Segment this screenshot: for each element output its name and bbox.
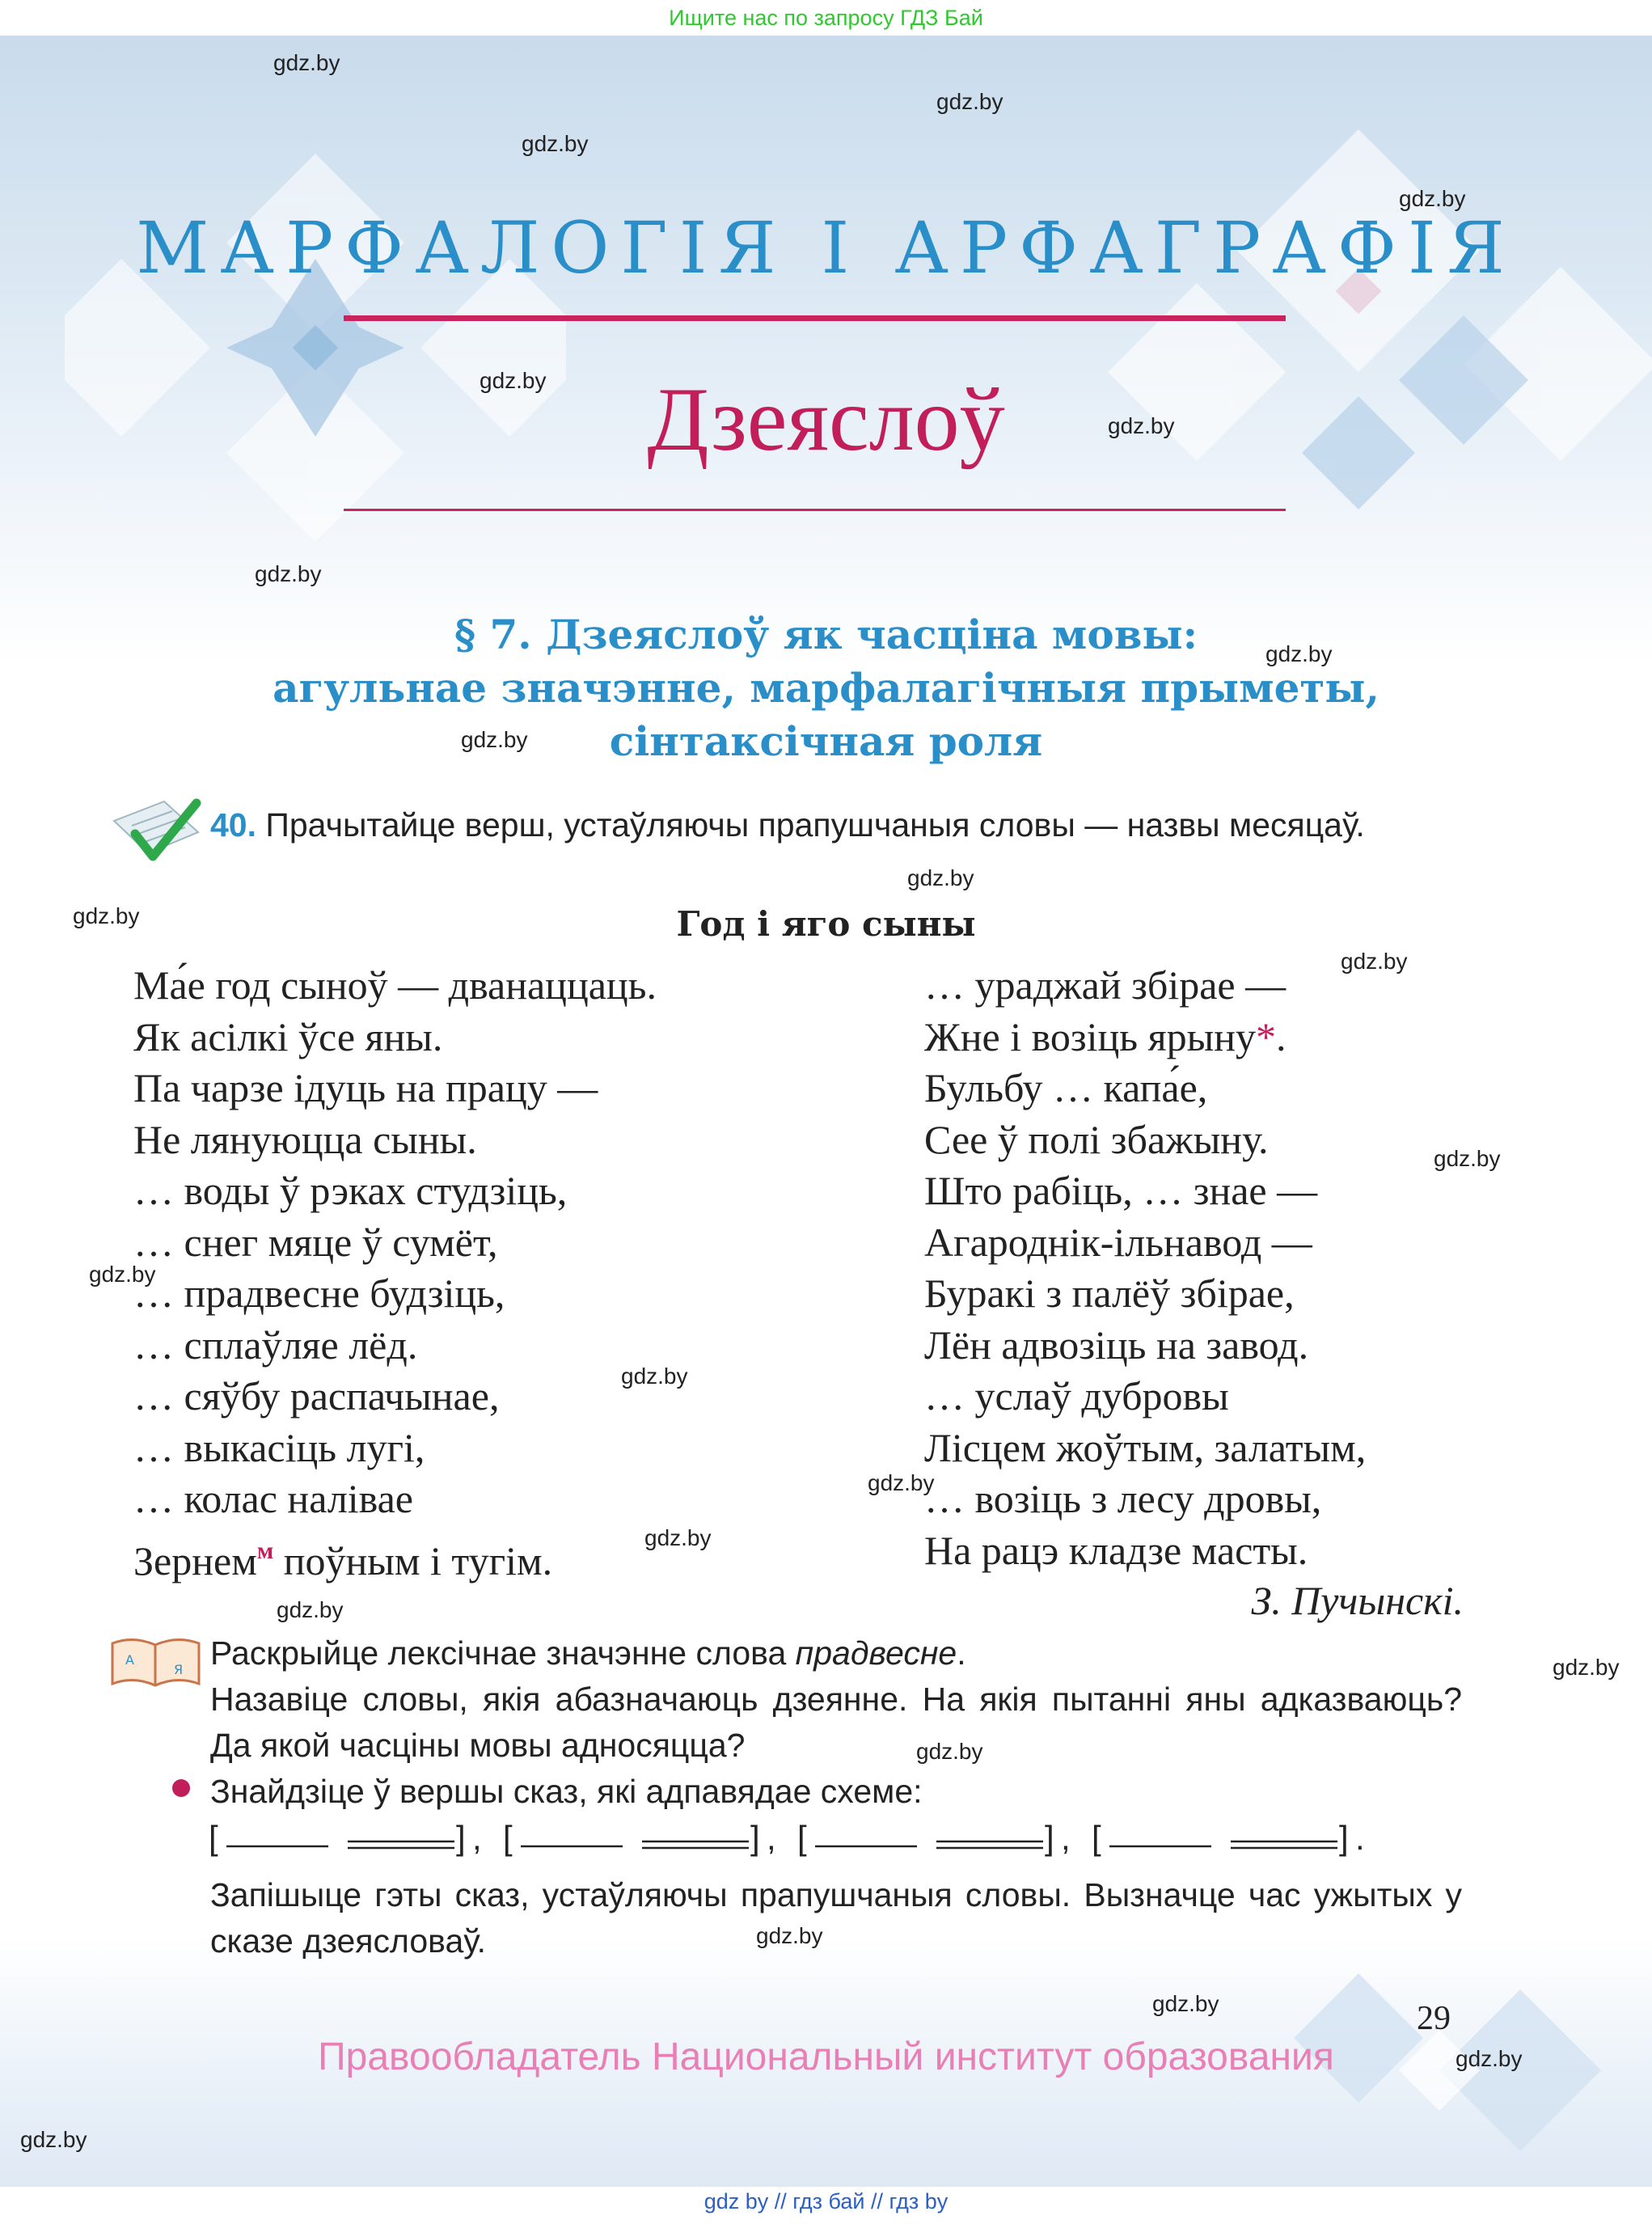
poem-line-start: Зернем (133, 1537, 257, 1583)
watermark: gdz.by (1553, 1655, 1620, 1680)
task-action-words: Назавіце словы, якія абазначаюць дзеянне. На якія пытанні яны адказваюць? Да якой часціны мовы адносяцца? (210, 1681, 1462, 1764)
poem-line: … воды ў рэках студзіць, (133, 1168, 568, 1213)
watermark: gdz.by (936, 89, 1003, 114)
watermark: gdz.by (277, 1597, 344, 1622)
svg-text:Я: Я (174, 1662, 184, 1677)
left-ornament (65, 121, 566, 574)
poem-line: Лісцем жоўтым, залатым, (924, 1424, 1367, 1470)
poem-line: Сее ў полі збажыну. (924, 1116, 1269, 1162)
footnote-asterisk: * (1255, 1013, 1276, 1059)
top-divider (344, 315, 1286, 321)
poem-line: … выкасіць лугі, (133, 1424, 425, 1470)
watermark: gdz.by (1265, 641, 1333, 666)
exercise-number: 40. (210, 806, 256, 844)
watermark: gdz.by (480, 368, 547, 393)
poem-line: … снег мяце ў сумёт, (133, 1219, 498, 1265)
bottom-divider (344, 509, 1286, 511)
scheme-bracket: ] (1045, 1819, 1054, 1857)
paragraph-title-line: агульнае значэнне, марфалагічныя прыметы, (273, 664, 1379, 712)
watermark: gdz.by (1434, 1146, 1501, 1171)
scheme-bracket: [ (209, 1819, 218, 1857)
poem-line (133, 1525, 657, 1588)
watermark: gdz.by (621, 1364, 688, 1389)
poem-line-end: поўным і тугім. (273, 1537, 553, 1583)
watermark: gdz.by (89, 1262, 156, 1287)
scheme-bracket: [ (1092, 1819, 1101, 1857)
poem-line: Як асілкі ўсе яны. (133, 1013, 443, 1059)
poem-line: Буракі з палёў збірае, (924, 1271, 1295, 1316)
paragraph-title-line: сінтаксічная роля (609, 717, 1043, 765)
watermark: gdz.by (20, 2127, 87, 2152)
watermark: gdz.by (644, 1525, 712, 1550)
watermark: gdz.by (868, 1470, 935, 1495)
task-write-sentence: Запішыце гэты сказ, устаўляючы прапушчаныя словы. Вызначце час ужытых у сказе дзеясловаў. (210, 1876, 1462, 1960)
chapter-title: МАРФАЛОГІЯ І АРФАГРАФІЯ (136, 206, 1516, 290)
poem-line: … ураджай збірае — (924, 962, 1287, 1008)
exercise-check-icon (108, 797, 205, 869)
watermark: gdz.by (1152, 1991, 1219, 2016)
poem-right-column (924, 960, 1366, 1576)
copyright-notice: Правообладатель Национальный институт образования (318, 2036, 1334, 2078)
poem-line: … услаў дубровы (924, 1373, 1229, 1419)
watermark: gdz.by (1399, 186, 1466, 211)
paragraph-title-line: § 7. Дзеяслоў як часціна мовы: (454, 611, 1198, 658)
scheme-bracket: ] (1339, 1819, 1349, 1857)
watermark: gdz.by (255, 561, 322, 586)
poem-line-start: Жне і возіць ярыну (924, 1013, 1256, 1059)
svg-text:А: А (125, 1652, 134, 1668)
scheme-comma: , (767, 1819, 776, 1857)
poem-line: … колас налівае (133, 1476, 413, 1521)
book-icon (109, 1632, 202, 1690)
scheme-comma: , (472, 1819, 482, 1857)
watermark: gdz.by (461, 727, 528, 752)
poem-line: … сплаўляе лёд. (133, 1321, 418, 1368)
poem-title: Год і яго сыны (676, 904, 976, 944)
poem-line: Не лянуюцца сыны. (133, 1116, 477, 1162)
watermark: gdz.by (273, 50, 340, 75)
watermark: gdz.by (73, 903, 140, 928)
page-number: 29 (1417, 2000, 1451, 2037)
watermark: gdz.by (522, 131, 589, 156)
poem-line-end: . (1275, 1013, 1287, 1059)
scheme-comma: , (1061, 1819, 1071, 1857)
scheme-bracket: [ (797, 1819, 807, 1857)
poem-line: Ма́е год сыноў — дванаццаць. (133, 962, 657, 1008)
task-lexical-meaning (210, 1630, 1462, 1676)
task-text: Раскрыйце лексічнае значэнне слова (210, 1634, 796, 1672)
paragraph-title (0, 608, 1652, 768)
footer-links[interactable]: gdz by // гдз бай // гдз by (703, 2189, 949, 2213)
scheme-bracket: ] (456, 1819, 466, 1857)
watermark: gdz.by (1108, 413, 1175, 438)
scheme-bracket: ] (750, 1819, 760, 1857)
watermark: gdz.by (907, 865, 974, 890)
bullet-marker (172, 1779, 190, 1797)
exercise-instruction: Прачытайце верш, устаўляючы прапушчаныя словы — назвы месяцаў. (265, 806, 1365, 844)
poem-line: … возіць з лесу дровы, (924, 1476, 1322, 1521)
poem-left-column (133, 960, 657, 1587)
poem-author: З. Пучынскі. (1251, 1578, 1464, 1623)
watermark: gdz.by (1456, 2046, 1523, 2071)
svg-text:.: . (1355, 1819, 1365, 1857)
watermark: gdz.by (756, 1923, 823, 1948)
task-find-sentence: Знайдзіце ў вершы сказ, які адпавядае схеме: (210, 1773, 923, 1810)
poem-line: Бульбу … капа́е, (924, 1065, 1208, 1110)
poem-line: Агароднік-ільнавод — (924, 1219, 1312, 1265)
watermark: gdz.by (1341, 949, 1408, 974)
poem-line: … прадвесне будзіць, (133, 1271, 505, 1316)
watermark: gdz.by (916, 1739, 983, 1764)
top-banner[interactable]: Ищите нас по запросу ГДЗ Бай (669, 6, 983, 30)
task-keyword: прадвесне (795, 1634, 957, 1672)
exercise-40-text (210, 803, 1462, 848)
poem-line (924, 1012, 1366, 1063)
poem-line: … сяўбу распачынае, (133, 1373, 500, 1419)
scheme-bracket: [ (503, 1819, 513, 1857)
task-text: . (957, 1634, 966, 1672)
poem-line: Што рабіць, … знае — (924, 1168, 1318, 1213)
dialect-mark: м (256, 1537, 274, 1564)
poem-line: Лён адвозіць на завод. (924, 1321, 1309, 1368)
section-title: Дзеяслоў (647, 370, 1005, 470)
sentence-scheme (209, 1816, 1373, 1861)
poem-line: Па чарзе ідуць на працу — (133, 1065, 598, 1110)
right-ornament (1075, 105, 1652, 607)
poem-line: На рацэ кладзе масты. (924, 1527, 1308, 1573)
